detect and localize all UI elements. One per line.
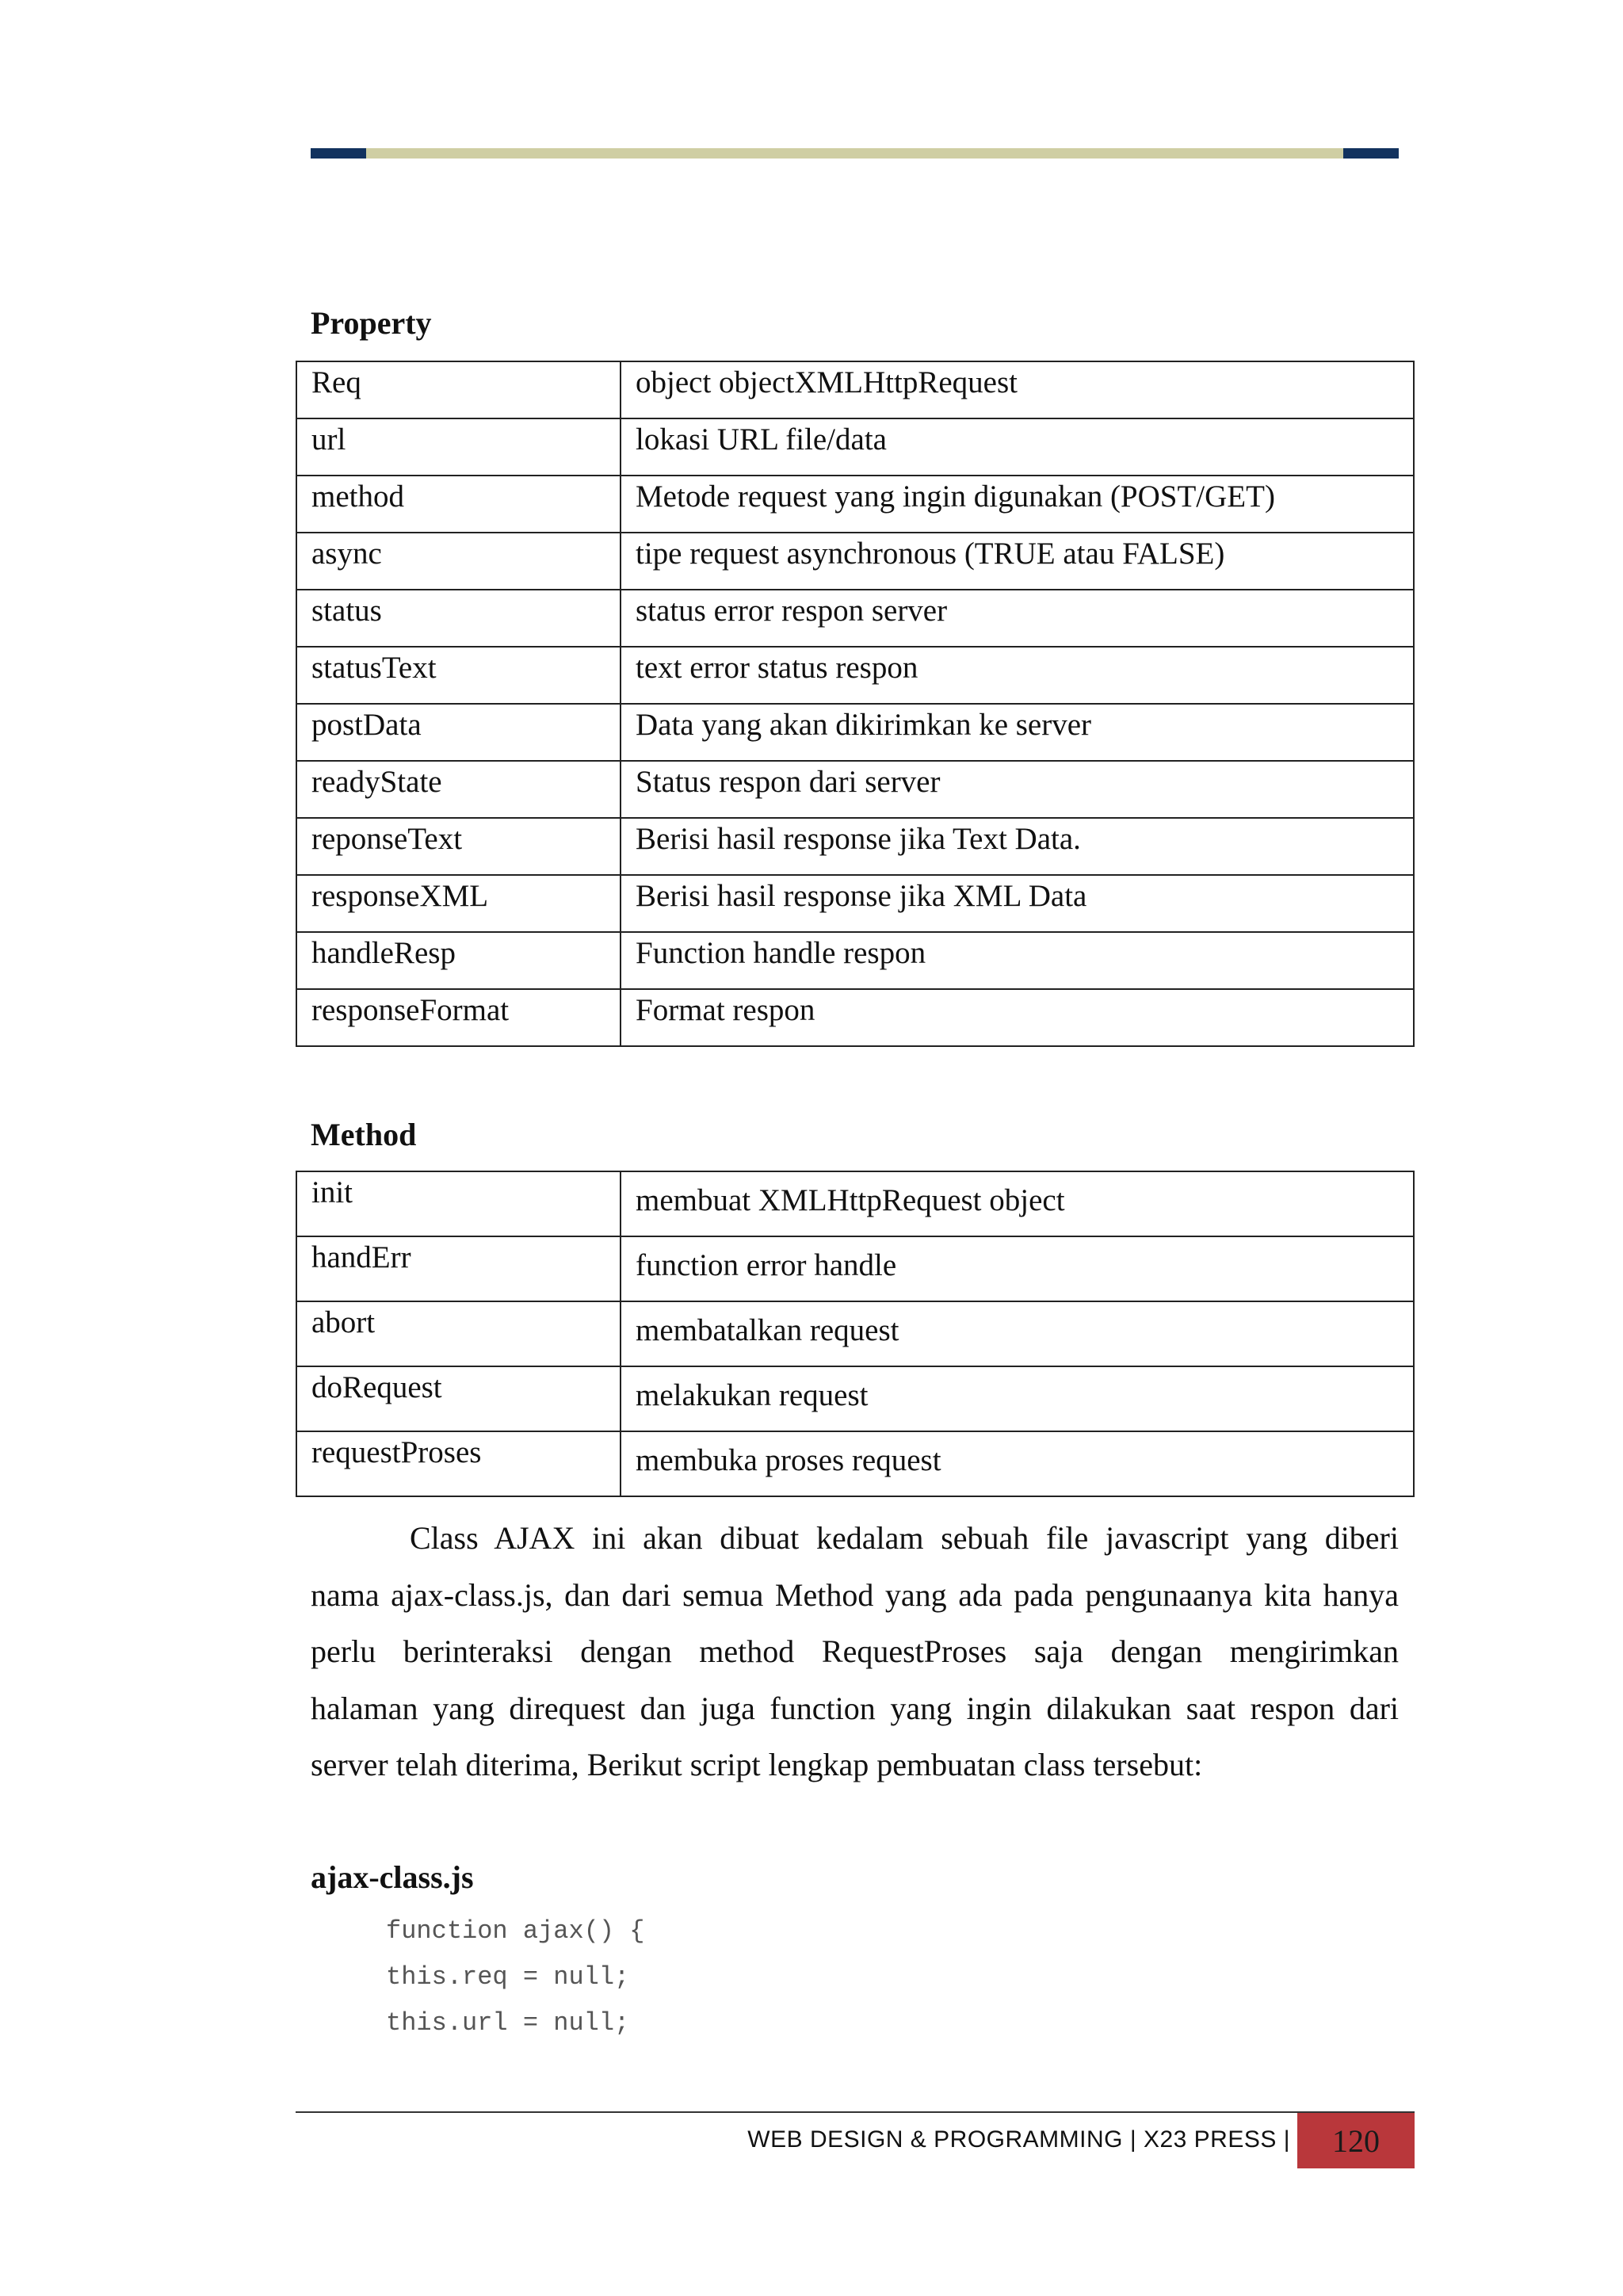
method-row xyxy=(296,1366,1414,1431)
name-cell: status xyxy=(296,590,621,647)
property-row xyxy=(296,476,1414,533)
description-cell: Metode request yang ingin digunakan (POST/GET) xyxy=(621,476,1414,533)
name-cell: responseFormat xyxy=(296,989,621,1046)
name-cell: postData xyxy=(296,704,621,761)
method-row xyxy=(296,1236,1414,1301)
code-line: this.req = null; xyxy=(386,1962,630,1992)
method-heading: Method xyxy=(311,1117,417,1152)
description-cell: Data yang akan dikirimkan ke server xyxy=(621,704,1414,761)
header-decorative-bar xyxy=(311,148,1399,159)
property-row xyxy=(296,647,1414,704)
description-cell: object objectXMLHttpRequest xyxy=(621,361,1414,418)
description-cell: membatalkan request xyxy=(621,1301,1414,1366)
property-row xyxy=(296,418,1414,476)
name-cell: url xyxy=(296,418,621,476)
method-row xyxy=(296,1171,1414,1236)
description-cell: status error respon server xyxy=(621,590,1414,647)
code-block xyxy=(386,1908,644,2046)
property-row xyxy=(296,989,1414,1046)
name-cell: doRequest xyxy=(296,1366,621,1431)
paragraph-line: perlu berinteraksi dengan method RequestProses saja dengan mengirimkan xyxy=(311,1633,1399,1669)
name-cell: init xyxy=(296,1171,621,1236)
property-row xyxy=(296,818,1414,875)
name-cell: handErr xyxy=(296,1236,621,1301)
code-line: this.url = null; xyxy=(386,2008,630,2038)
method-row xyxy=(296,1301,1414,1366)
name-cell: async xyxy=(296,533,621,590)
property-row xyxy=(296,590,1414,647)
name-cell: abort xyxy=(296,1301,621,1366)
name-cell: reponseText xyxy=(296,818,621,875)
description-cell: Berisi hasil response jika Text Data. xyxy=(621,818,1414,875)
description-cell: melakukan request xyxy=(621,1366,1414,1431)
name-cell: Req xyxy=(296,361,621,418)
description-cell: lokasi URL file/data xyxy=(621,418,1414,476)
property-heading: Property xyxy=(311,305,432,341)
name-cell: method xyxy=(296,476,621,533)
name-cell: statusText xyxy=(296,647,621,704)
name-cell: responseXML xyxy=(296,875,621,932)
property-row xyxy=(296,704,1414,761)
description-cell: Berisi hasil response jika XML Data xyxy=(621,875,1414,932)
name-cell: handleResp xyxy=(296,932,621,989)
page-number: 120 xyxy=(1297,2113,1415,2168)
paragraph-line: halaman yang direquest dan juga function yang ingin dilakukan saat respon dari xyxy=(311,1690,1399,1726)
code-file-heading: ajax-class.js xyxy=(311,1859,474,1895)
paragraph-line: Class AJAX ini akan dibuat kedalam sebuah file javascript yang diberi xyxy=(410,1520,1399,1556)
description-cell: membuka proses request xyxy=(621,1431,1414,1496)
method-table xyxy=(296,1171,1415,1497)
header-bar-left-accent xyxy=(311,148,366,159)
code-line: function ajax() { xyxy=(386,1916,645,1946)
description-cell: Status respon dari server xyxy=(621,761,1414,818)
property-row xyxy=(296,361,1414,418)
header-bar-right-accent xyxy=(1343,148,1399,159)
description-cell: Function handle respon xyxy=(621,932,1414,989)
property-row xyxy=(296,533,1414,590)
property-row xyxy=(296,875,1414,932)
body-paragraph xyxy=(311,1510,1399,1794)
footer-rule xyxy=(296,2111,1415,2113)
method-row xyxy=(296,1431,1414,1496)
description-cell: membuat XMLHttpRequest object xyxy=(621,1171,1414,1236)
property-table xyxy=(296,361,1415,1047)
paragraph-line: nama ajax-class.js, dan dari semua Method yang ada pada pengunaanya kita hanya xyxy=(311,1576,1399,1613)
description-cell: tipe request asynchronous (TRUE atau FALSE) xyxy=(621,533,1414,590)
description-cell: Format respon xyxy=(621,989,1414,1046)
header-bar-middle xyxy=(366,148,1343,159)
footer-title: WEB DESIGN & PROGRAMMING | X23 PRESS | xyxy=(747,2126,1290,2153)
paragraph-line: server telah diterima, Berikut script lengkap pembuatan class tersebut: xyxy=(311,1747,1203,1782)
property-row xyxy=(296,761,1414,818)
property-row xyxy=(296,932,1414,989)
name-cell: requestProses xyxy=(296,1431,621,1496)
name-cell: readyState xyxy=(296,761,621,818)
description-cell: text error status respon xyxy=(621,647,1414,704)
description-cell: function error handle xyxy=(621,1236,1414,1301)
